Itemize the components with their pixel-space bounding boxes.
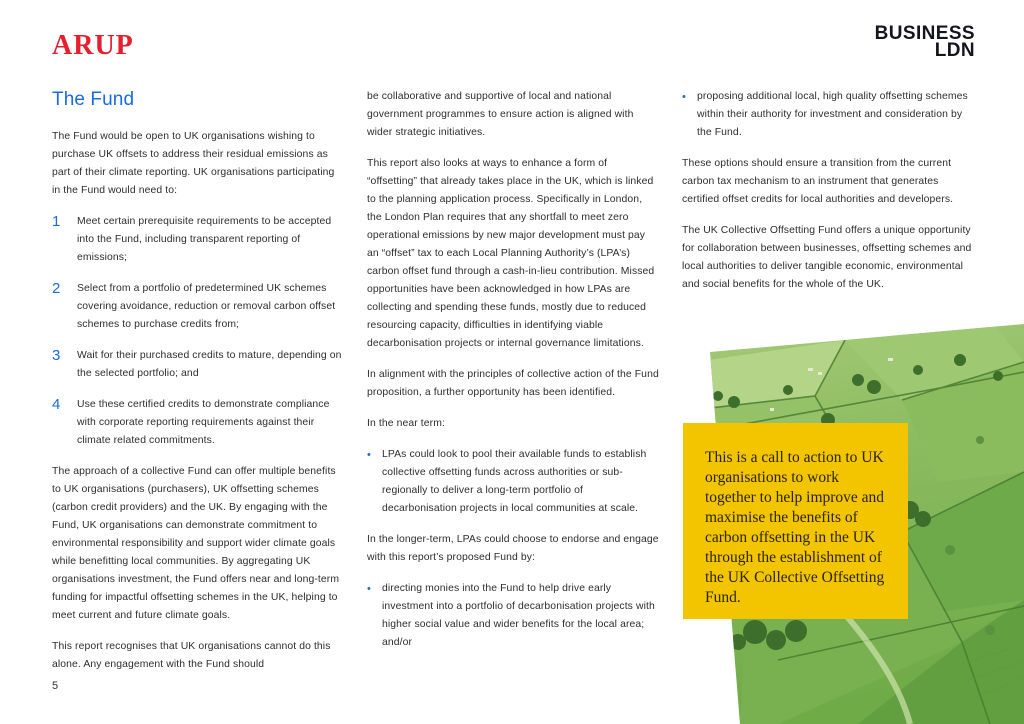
bullet-text: proposing additional local, high quality offsetting schemes within their authority for investment and consideration by the Fund. — [697, 91, 968, 138]
col3-paragraph-2: The UK Collective Offsetting Fund offers a unique opportunity for collaboration between businesses, offsetting schemes and local authorities to deliver tangible economic, environmental and social benefits for the whole of the UK. — [682, 225, 972, 290]
longer-term-bullet-1 — [367, 580, 659, 652]
bullet-text: LPAs could look to pool their available funds to establish collective offsetting funds across authorities or sub-regionally to deliver a long-term portfolio of decarbonisation projects in local communities at scale. — [382, 449, 647, 514]
businessldn-logo-line2: LDN — [934, 39, 975, 61]
column-1 — [52, 88, 344, 674]
bullet-text: directing monies into the Fund to help drive early investment into a portfolio of decarbonisation projects with higher social value and wider benefits for the local area; and/or — [382, 583, 655, 648]
bullet-dot-icon — [367, 580, 382, 652]
step-text: Select from a portfolio of predetermined UK schemes covering avoidance, reduction or removal carbon offset schemes to purchase credits from; — [77, 283, 336, 330]
col1-intro-paragraph: The Fund would be open to UK organisations wishing to purchase UK offsets to address their residual emissions as part of their climate reporting. UK organisations participating in the Fund would need to: — [52, 131, 335, 196]
page-title: The Fund — [52, 89, 135, 110]
page-number: 5 — [52, 680, 59, 692]
call-to-action-box — [683, 423, 908, 619]
longer-term-intro: In the longer-term, LPAs could choose to endorse and engage with this report’s proposed Fund by: — [367, 534, 659, 563]
col2-paragraph-1: be collaborative and supportive of local and national government programmes to ensure action is aligned with wider strategic initiatives. — [367, 91, 634, 138]
numbered-step-3 — [52, 347, 344, 383]
step-number: 3 — [52, 347, 61, 364]
col2-paragraph-2: This report also looks at ways to enhance a form of “offsetting” that already takes place in the UK, which is linked to the planning application process. Specifically in London, the London Plan requires that any shortfall to meet zero operational emissions by new major development must pay an “offset” tax to each Local Planning Authority’s (LPA’s) carbon offset fund through a cash-in-lieu contribution. Missed opportunities have been acknowledged in how LPAs are collecting and spending these funds, mostly due to reduced resourcing capacity, difficulties in identifying viable decarbonisation projects or internal governance limitations. — [367, 158, 655, 349]
step-text: Use these certified credits to demonstrate compliance with corporate reporting requirements against their climate related commitments. — [77, 399, 330, 446]
near-term-bullet — [367, 446, 659, 518]
numbered-step-2 — [52, 280, 344, 334]
col1-closing-paragraph: This report recognises that UK organisations cannot do this alone. Any engagement with the Fund should — [52, 641, 331, 670]
businessldn-logo — [874, 23, 975, 61]
call-to-action-text: This is a call to action to UK organisations to work together to help improve and maximise the benefits of carbon offsetting in the UK through the establishment of the UK Collective Offsetting Fund. — [705, 449, 885, 606]
col2-paragraph-3: In alignment with the principles of collective action of the Fund proposition, a further opportunity has been identified. — [367, 369, 659, 398]
column-3 — [682, 88, 974, 294]
businessldn-logo-line1: BUSINESS — [874, 23, 975, 44]
bullet-dot-icon — [682, 88, 697, 142]
bullet-dot-icon — [367, 446, 382, 518]
arup-logo: ARUP — [52, 30, 134, 61]
numbered-step-1 — [52, 213, 344, 267]
near-term-label: In the near term: — [367, 418, 445, 429]
step-text: Meet certain prerequisite requirements to be accepted into the Fund, including transparent reporting of emissions; — [77, 216, 332, 263]
col3-paragraph-1: These options should ensure a transition from the current carbon tax mechanism to an instrument that generates certified offset credits for local authorities and developers. — [682, 158, 954, 205]
col1-benefits-paragraph: The approach of a collective Fund can offer multiple benefits to UK organisations (purchasers), UK offsetting schemes (carbon credit providers) and the UK. By engaging with the Fund, UK organisations can demonstrate commitment to environmental responsibility and support wider climate goals while benefitting local communities. By aggregating UK organisations investment, the Fund offers near and long-term funding for impactful offsetting schemes in the UK, helping to meet current and future climate goals. — [52, 466, 340, 621]
column-2 — [367, 88, 659, 665]
step-number: 2 — [52, 280, 61, 297]
step-number: 4 — [52, 396, 61, 413]
step-text: Wait for their purchased credits to mature, depending on the selected portfolio; and — [77, 350, 342, 379]
longer-term-bullet-2 — [682, 88, 974, 142]
numbered-step-4 — [52, 396, 344, 450]
step-number: 1 — [52, 213, 61, 230]
